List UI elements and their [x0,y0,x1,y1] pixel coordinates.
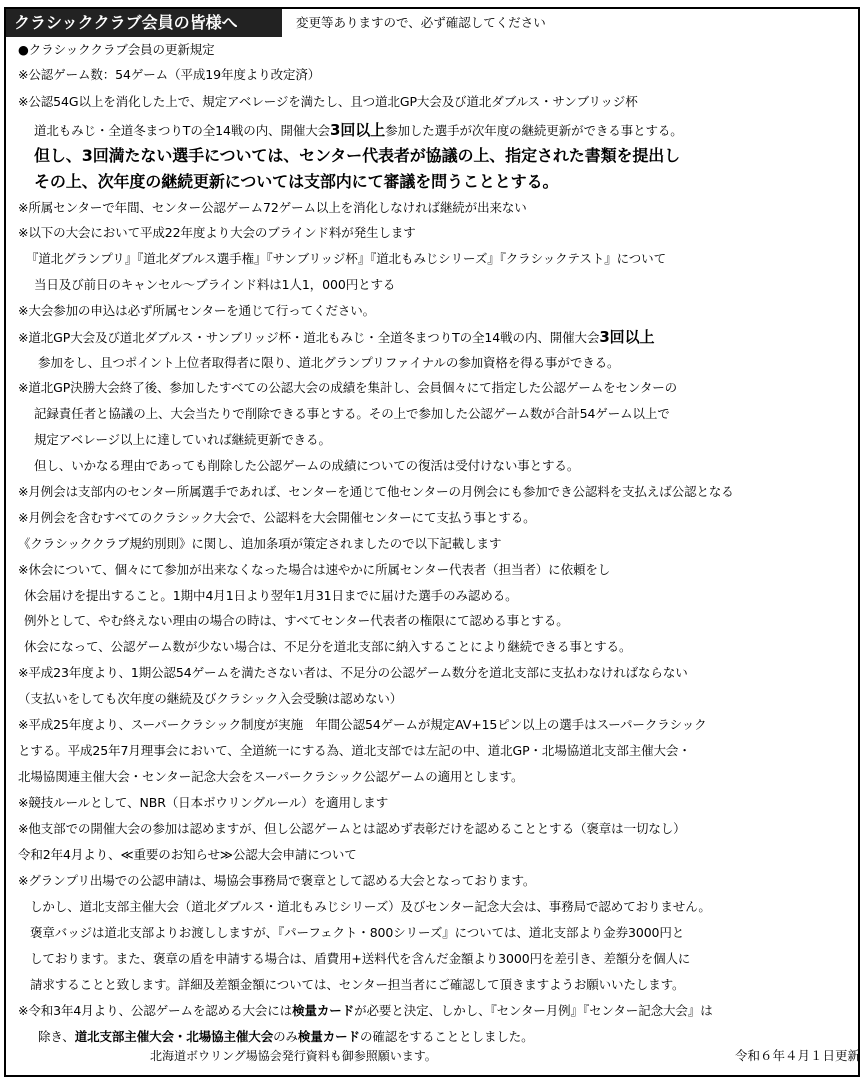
rule-line: ※道北GP決勝大会終了後、参加したすべての公認大会の成績を集計し、会員個々にて指定した公認ゲームをセンターの [18,380,678,395]
rule-line: （支払いをしても次年度の継続及びクラシック入会受験は認めない） [18,691,403,706]
rule-line-bold: 但し、3回満たない選手については、センター代表者が協議の上、指定された書類を提出し [34,146,681,165]
rule-line: 北場協関連主催大会・センター記念大会をスーパークラシック公認ゲームの適用とします。 [18,769,524,784]
rule-line: ※グランプリ出場での公認申請は、場協会事務局で褒章として認める大会となっております。 [18,873,536,888]
rule-line [18,1001,713,1021]
rule-line: 参加をし、且つポイント上位者取得者に限り、道北グランプリファイナルの参加資格を得る事ができる。 [38,355,620,370]
rule-text: のみ [273,1029,298,1044]
rule-line [34,120,683,141]
rule-text: の確認をすることとしました。 [359,1029,534,1044]
bold-text: 検量カード [292,1003,355,1018]
rule-line: しかし、道北支部主催大会（道北ダブルス・道北もみじシリーズ）及びセンター記念大会は、事務局で認めておりません。 [30,899,711,914]
rule-line [38,1027,534,1047]
footer-updated-date: 令和６年４月１日更新 [734,1048,860,1063]
emphasis-text: 3回以上 [599,328,655,346]
rule-line: 請求することと致します。詳細及差額金額については、センター担当者にご確認して頂きますようお願いいたします。 [30,977,685,992]
rule-text: 除き、 [38,1029,75,1044]
rule-line: 但し、いかなる理由であっても削除した公認ゲームの成績についての復活は受付けない事とする。 [34,458,580,473]
rule-line [18,327,654,348]
rule-line: 褒章バッジは道北支部よりお渡ししますが、『パーフェクト・800シリーズ』については、道北支部より金券3000円と [30,925,685,940]
footer-reference: 北海道ボウリング場協会発行資料も御参照願います。 [150,1049,437,1063]
rule-line: 令和2年4月より、≪重要のお知らせ≫公認大会申請について [18,847,357,862]
rule-line: 記録責任者と協議の上、大会当たりで削除できる事とする。その上で参加した公認ゲーム数が合計54ゲーム以上で [34,406,670,421]
rule-line: 『道北グランプリ』『道北ダブルス選手権』『サンブリッジ杯』『道北もみじシリーズ』『クラシックテスト』について [26,251,666,266]
rule-text: 道北もみじ・全道冬まつりTの全14戦の内、開催大会 [34,123,331,138]
rule-line: ※休会について、個々にて参加が出来なくなった場合は速やかに所属センター代表者（担当者）に依頼をし [18,562,611,577]
rule-line: ※他支部での開催大会の参加は認めますが、但し公認ゲームとは認めず表彰だけを認めることとする（褒章は一切なし） [18,821,686,836]
rule-line: 《クラシッククラブ規約別則》に関し、追加条項が策定されましたので以下記載します [18,536,502,551]
rule-line: ※以下の大会において平成22年度より大会のブラインド料が発生します [18,225,416,240]
rule-line: 休会になって、公認ゲーム数が少ない場合は、不足分を道北支部に納入することにより継続できる事とする。 [24,639,632,654]
rule-text: ※道北GP大会及び道北ダブルス・サンブリッジ杯・道北もみじ・全道冬まつりTの全14戦の内、開催大会 [18,330,600,345]
rule-line: ※月例会は支部内のセンター所属選手であれば、センターを通じて他センターの月例会にも参加でき公認料を支払えば公認となる [18,484,734,499]
notice-text: 変更等ありますので、必ず確認してください [296,15,546,30]
rule-line: 休会届けを提出すること。1期中4月1日より翌年1月31日までに届けた選手のみ認める。 [24,588,518,603]
emphasis-text: 3回以上 [330,121,386,139]
rule-line: ※平成25年度より、スーパークラシック制度が実施 年間公認54ゲームが規定AV+15ピン以上の選手はスーパークラシック [18,717,707,732]
rule-line: 例外として、やむ終えない理由の場合の時は、すべてセンター代表者の権限にて認める事とする。 [24,613,569,628]
rule-line: ※公認54G以上を消化した上で、規定アベレージを満たし、且つ道北GP大会及び道北ダブルス・サンブリッジ杯 [18,94,638,109]
rule-line: ※大会参加の申込は必ず所属センターを通じて行ってください。 [18,303,376,318]
rule-text: ※令和3年4月より、公認ゲームを認める大会には [18,1003,293,1018]
bold-text: 検量カード [297,1029,360,1044]
rule-text: 参加した選手が次年度の継続更新ができる事とする。 [385,123,683,138]
rule-line: とする。平成25年7月理事会において、全道統一にする為、道北支部では左記の中、道北GP・北場協道北支部主催大会・ [18,743,691,758]
rule-line: 当日及び前日のキャンセル～ブラインド料は1人1，000円とする [34,277,396,292]
rule-line: ※平成23年度より、1期公認54ゲームを満たさない者は、不足分の公認ゲーム数分を道北支部に支払わなければならない [18,665,688,680]
bold-text: 道北支部主催大会・北場協主催大会 [74,1029,274,1044]
rule-line: ※月例会を含むすべてのクラシック大会で、公認料を大会開催センターにて支払う事とする。 [18,510,536,525]
rule-line: ※所属センターで年間、センター公認ゲーム72ゲーム以上を消化しなければ継続が出来ない [18,200,527,215]
page-title: クラシッククラブ会員の皆様へ [6,9,282,37]
rule-line: 規定アベレージ以上に達していれば継続更新できる。 [34,432,331,447]
rule-text: が必要と決定、しかし、『センター月例』『センター記念大会』は [354,1003,713,1018]
rule-line-bold: その上、次年度の継続更新については支部内にて審議を問うこととする。 [34,172,559,191]
rule-line: ※公認ゲーム数：54ゲーム（平成19年度より改定済） [18,67,321,82]
rule-line: ●クラシッククラブ会員の更新規定 [18,42,215,57]
rule-line: しております。また、褒章の盾を申請する場合は、盾費用+送料代を含んだ金額より3000円を差引き、差額分を個人に [30,951,691,966]
rule-line: ※競技ルールとして、NBR（日本ボウリングルール）を適用します [18,795,389,810]
